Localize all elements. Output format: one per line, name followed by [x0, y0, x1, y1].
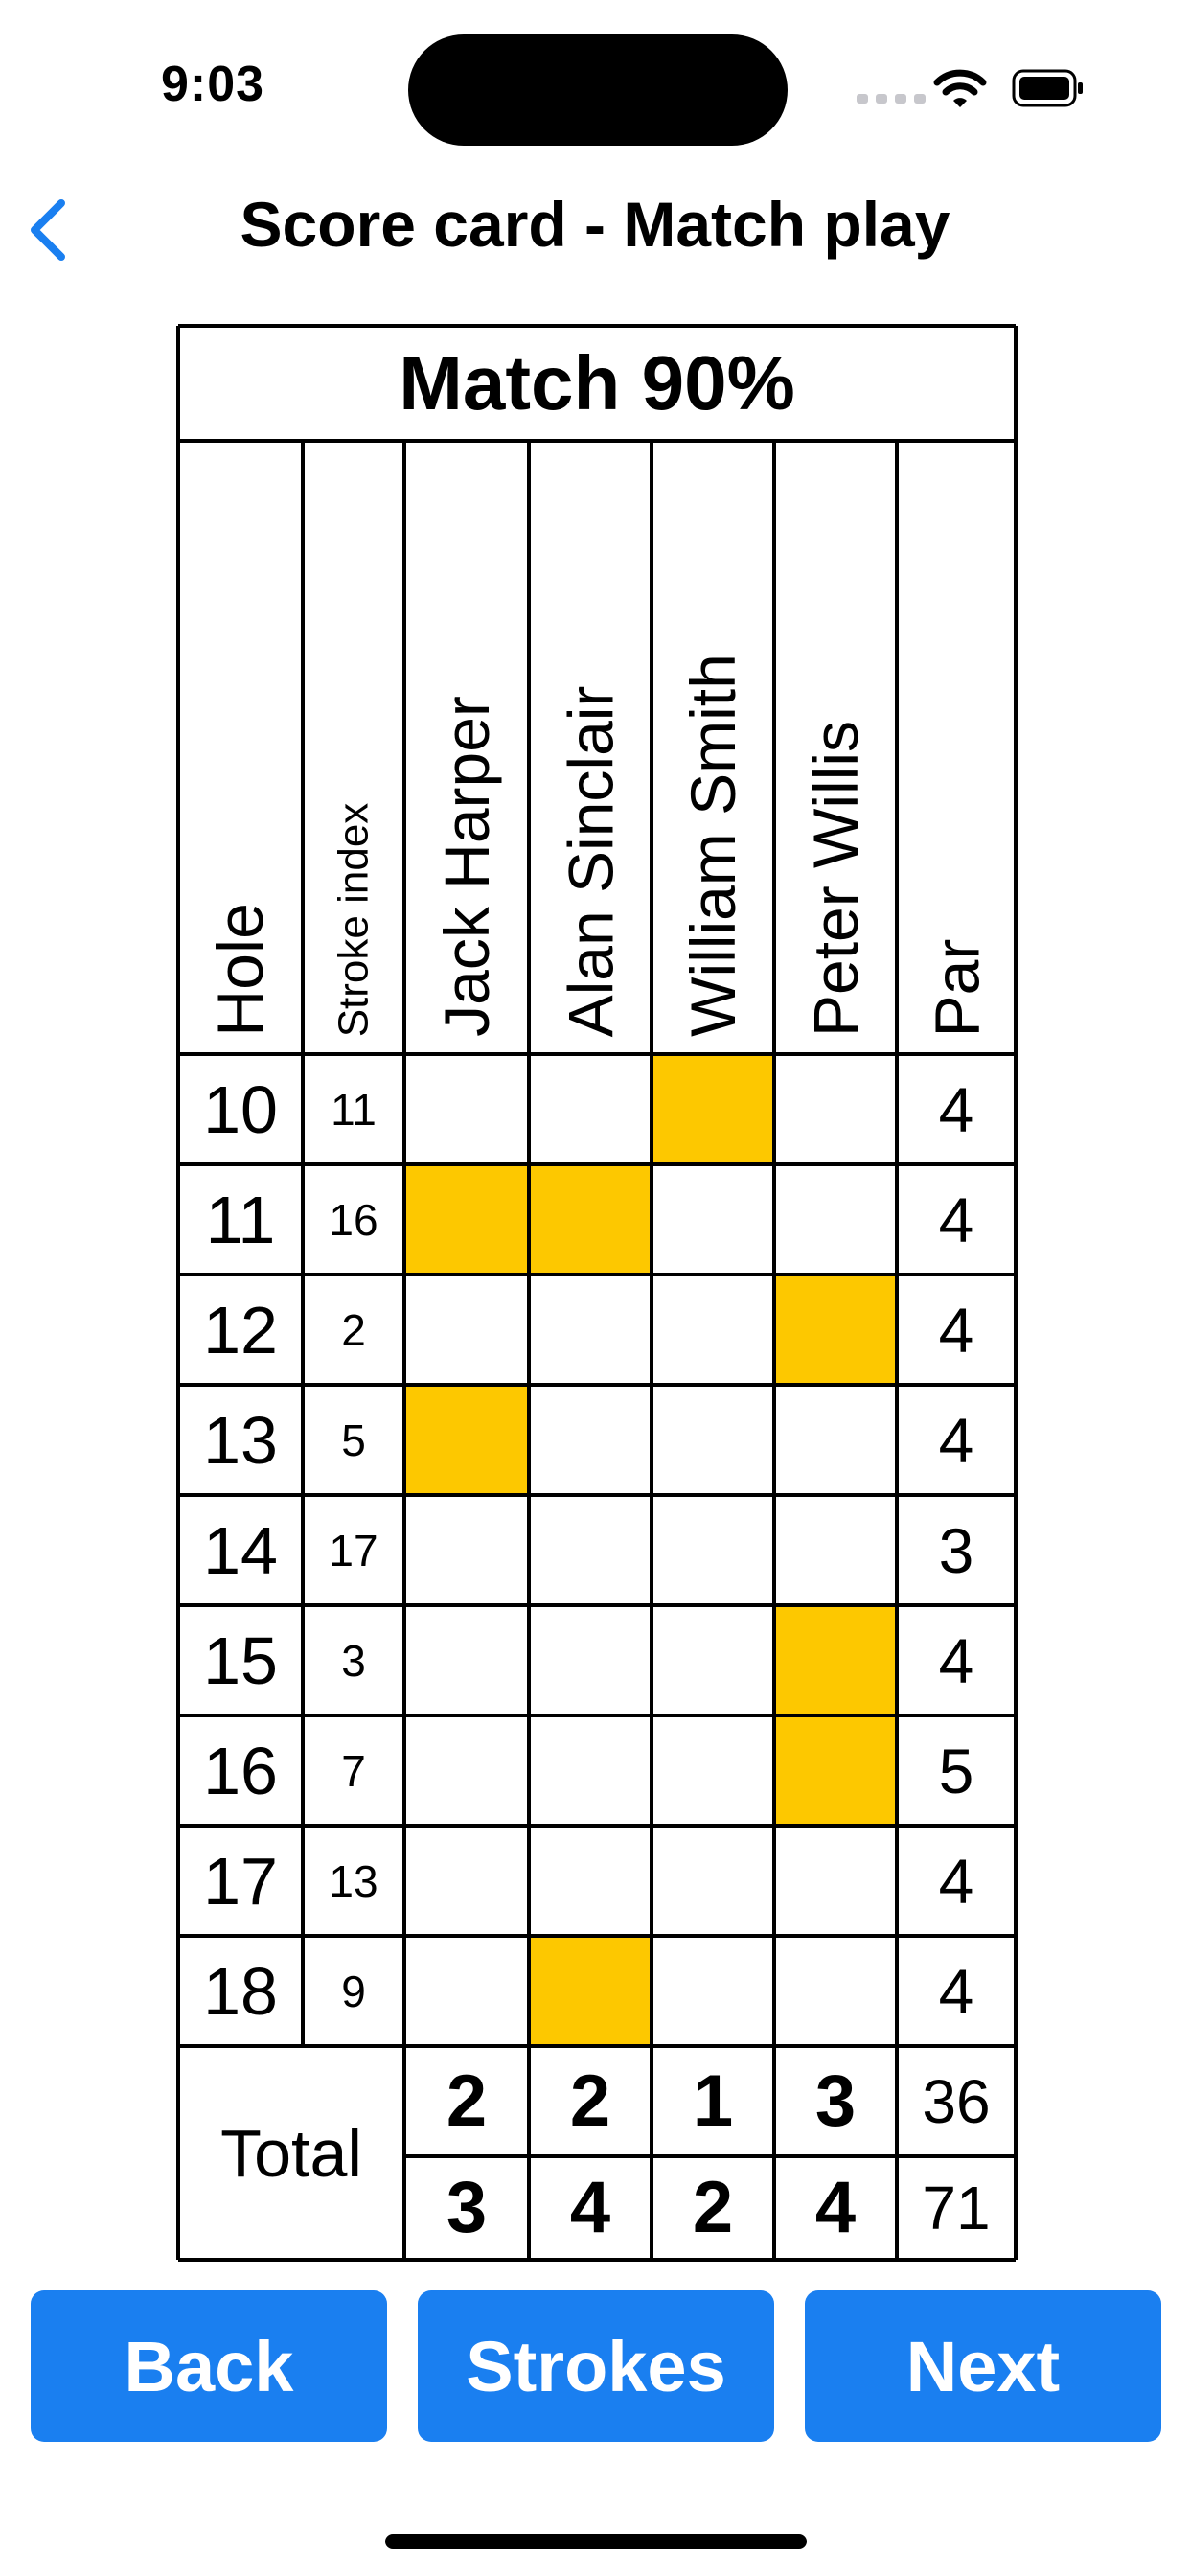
par-value: 4	[938, 1624, 974, 1696]
home-indicator	[385, 2534, 807, 2549]
player-total-points: 3	[446, 2167, 488, 2248]
par-value: 4	[938, 1955, 974, 2027]
hole-win-cell	[774, 1275, 897, 1385]
par-value: 4	[938, 1404, 974, 1476]
header-stroke-index-label: Stroke index	[330, 802, 378, 1037]
par-value: 4	[938, 1073, 974, 1145]
stroke-index-value: 7	[341, 1745, 366, 1796]
header-player	[774, 441, 897, 1054]
hole-win-cell	[404, 1385, 529, 1495]
next-button[interactable]: Next	[805, 2290, 1161, 2442]
wifi-icon	[933, 67, 987, 109]
hole-number: 12	[203, 1292, 278, 1368]
hole-win-cell	[404, 1164, 529, 1275]
hole-number: 11	[205, 1182, 276, 1257]
header-player	[652, 441, 774, 1054]
stroke-index-value: 13	[329, 1855, 378, 1906]
back-button[interactable]: Back	[31, 2290, 387, 2442]
scorecard-table	[178, 326, 1016, 2260]
header-player-label: Jack Harper	[431, 696, 502, 1037]
stroke-index-value: 16	[329, 1194, 378, 1245]
player-total-holes-won: 3	[814, 2059, 857, 2142]
player-total-holes-won: 2	[446, 2059, 488, 2142]
total-label: Total	[220, 2115, 362, 2191]
page-title: Score card - Match play	[240, 189, 950, 260]
hole-number: 18	[203, 1953, 278, 2029]
par-value: 3	[938, 1514, 974, 1586]
battery-icon	[1012, 69, 1085, 107]
stroke-index-value: 3	[341, 1635, 366, 1686]
header-hole-label: Hole	[204, 903, 278, 1037]
hole-number: 15	[203, 1622, 278, 1698]
stroke-index-value: 2	[341, 1304, 366, 1355]
stroke-index-value: 5	[341, 1414, 366, 1465]
hole-number: 17	[203, 1843, 278, 1919]
dynamic-island	[408, 34, 788, 146]
hole-win-cell	[652, 1054, 774, 1164]
header-player-label: Alan Sinclair	[555, 685, 626, 1037]
cellular-signal-icon	[857, 94, 926, 104]
header-player-label: Peter Willis	[800, 720, 872, 1038]
hole-number: 14	[203, 1512, 278, 1588]
par-total-front: 36	[922, 2066, 991, 2136]
par-total-overall: 71	[922, 2174, 991, 2242]
par-value: 4	[938, 1294, 974, 1366]
par-value: 4	[938, 1845, 974, 1917]
hole-win-cell	[529, 1164, 652, 1275]
hole-number: 16	[203, 1733, 278, 1808]
hole-win-cell	[774, 1605, 897, 1715]
par-value: 5	[938, 1735, 974, 1806]
player-total-points: 4	[569, 2167, 611, 2248]
hole-win-cell	[774, 1715, 897, 1826]
player-total-points: 4	[814, 2167, 857, 2248]
header-par-label: Par	[921, 938, 992, 1037]
hole-number: 10	[203, 1071, 278, 1147]
grid-line	[178, 324, 1016, 328]
player-total-points: 2	[692, 2167, 734, 2248]
header-stroke-index	[303, 441, 404, 1054]
player-total-holes-won: 2	[569, 2059, 611, 2142]
par-value: 4	[938, 1184, 974, 1255]
header-player	[529, 441, 652, 1054]
stroke-index-value: 17	[329, 1525, 378, 1576]
strokes-button[interactable]: Strokes	[418, 2290, 774, 2442]
header-par	[897, 441, 1016, 1054]
player-total-holes-won: 1	[692, 2059, 734, 2142]
match-title: Match 90%	[399, 340, 795, 426]
header-hole	[178, 441, 303, 1054]
header-player	[404, 441, 529, 1054]
hole-win-cell	[529, 1936, 652, 2046]
stroke-index-value: 9	[341, 1966, 366, 2016]
hole-number: 13	[203, 1402, 278, 1478]
status-time: 9:03	[161, 57, 265, 112]
stroke-index-value: 11	[331, 1084, 377, 1135]
header-player-label: William Smith	[677, 654, 748, 1037]
